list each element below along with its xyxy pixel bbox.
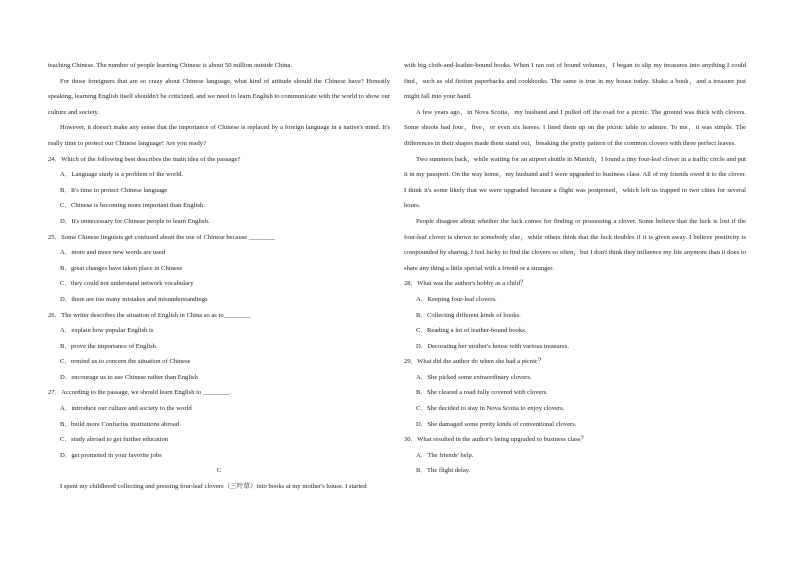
- section-heading: C: [216, 467, 222, 475]
- answer-option: A．Keeping four-leaf clovers.: [416, 295, 497, 303]
- passage-paragraph: teaching Chinese. The number of people learning Chinese is about 50 million outside China.: [48, 62, 292, 69]
- question-27: [48, 385, 390, 463]
- answer-option: B．She cleared a road fully covered with clovers.: [416, 389, 548, 397]
- answer-option: D．Decorating her mother's house with various treasures.: [416, 342, 569, 350]
- answer-option: B．The flight delay.: [416, 467, 471, 475]
- passage-paragraph: A few years ago，in Nova Scotia，my husband and I pulled off the road for a picnic. The ground was thick with clovers. Some shoots had four，five，or even six leaves. I lined them up on the picnic table to admire. To me，it was simple. The differences in their shapes made them stand out，breaking the pretty pattern of the common clovers with three perfect leaves.: [404, 108, 746, 147]
- answer-option: A．explain how popular English is: [60, 327, 154, 335]
- answer-option: D．She damaged some pretty kinds of conventional clovers.: [416, 420, 577, 428]
- passage-paragraph: with big cloth-and-leather-bound books. When I ran out of bound volumes，I began to slip my treasures into anything I could find，such as old fiction paperbacks and cookbooks. The same is true in my house today. Shake a book，and a treasure just might fall into your hand.: [404, 62, 746, 101]
- passage-paragraph: Two summers back，while waiting for an airport shuttle in Munich，I found a tiny four-leaf clover in a traffic circle and put it in my passport. On the way home，my husband and I were upgraded to business class. All of my friends owed it to the clover. I think it's some likely that we were upgraded because a flight was postponed，which left us trapped in two cities for several hours.: [404, 155, 746, 210]
- answer-option: D．It's unnecessary for Chinese people to learn English.: [60, 217, 210, 225]
- question-28: [404, 276, 746, 354]
- question-25: [48, 230, 390, 308]
- passage-paragraph: People disagree about whether the luck comes for finding or possessing a clover. Some believe that the luck is lost if the four-leaf clover is shown to somebody else，while others think that the luck doubles if it is given away. I believe positivity is compounded by sharing. I feel lucky to find the clovers so often，but I don't think they influence my life anymore than it does to share any thing a little special with a friend or a stranger.: [404, 217, 746, 272]
- question-29: [404, 354, 746, 432]
- question-stem: 27．According to the passage, we should learn English to ________.: [48, 389, 231, 397]
- passage-paragraph: For those foreigners that are so crazy about Chinese language, what kind of attitude should the Chinese have? Honestly speaking, learning English itself shouldn't be criticized, and we need to learn English to communicate with the world to show our culture and society.: [48, 77, 390, 116]
- question-stem: 25．Some Chinese linguists get confused about the use of Chinese because ________: [48, 233, 276, 241]
- question-stem: 29．What did the author do when she had a picnic？: [404, 358, 545, 366]
- left-column: [48, 58, 390, 495]
- question-stem: 24．Which of the following best describes the main idea of the passage?: [48, 155, 241, 163]
- answer-option: B．Collecting different kinds of books.: [416, 311, 521, 319]
- answer-option: A．She picked some extraordinary clovers.: [416, 373, 532, 381]
- answer-option: D．encourage us to use Chinese rather than English: [60, 373, 198, 381]
- answer-option: C．study abroad to get further education: [60, 436, 169, 444]
- answer-option: C．Reading a lot of leather-bound books.: [416, 327, 527, 335]
- answer-option: B．It's time to protect Chinese language: [60, 186, 168, 194]
- answer-option: C．She decided to stay in Nova Scotia to enjoy clovers.: [416, 405, 565, 413]
- answer-option: D．there are too many mistakes and misunderstandings: [60, 295, 208, 303]
- question-stem: 30．What resulted in the author's being upgraded to business class？: [404, 436, 588, 444]
- answer-option: A．introduce our culture and society to the world: [60, 405, 192, 413]
- answer-option: A．The friends' help.: [416, 451, 474, 459]
- question-24: [48, 152, 390, 230]
- passage-paragraph: I spent my childhood collecting and pressing four-leaf clovers（三叶草）into books at my mother's house. I started: [60, 483, 367, 491]
- right-column: [404, 58, 746, 479]
- answer-option: C．Chinese is becoming more important than English.: [60, 202, 205, 210]
- answer-option: B．great changes have taken place in Chinese: [60, 264, 183, 272]
- answer-option: D．get promoted in your favorite jobs: [60, 451, 162, 459]
- question-stem: 28．What was the author's hobby as a child？: [404, 280, 527, 288]
- answer-option: A．more and more new words are used: [60, 249, 166, 257]
- answer-option: A．Language study is a problem of the world.: [60, 171, 184, 179]
- answer-option: B．build more Confucius institutions abroad: [60, 420, 180, 428]
- answer-option: C．remind us to concern the situation of Chinese: [60, 358, 191, 366]
- answer-option: B．prove the importance of English: [60, 342, 156, 350]
- question-stem: 26．The writer describes the situation of English in China so as to________: [48, 311, 250, 319]
- answer-option: C．they could not understand network vocabulary: [60, 280, 194, 288]
- passage-paragraph: However, it doesn't make any sense that the importance of Chinese is replaced by a foreign language in a native's mind. It's really time to protect our Chinese language! Are you ready?: [48, 124, 390, 147]
- question-26: [48, 308, 390, 386]
- question-30: [404, 432, 746, 479]
